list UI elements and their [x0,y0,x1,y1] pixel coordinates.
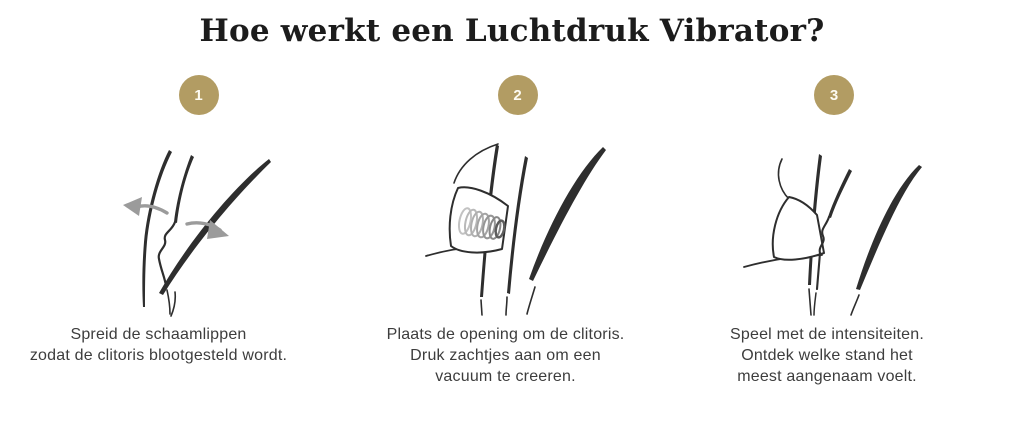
caption-line: zodat de clitoris blootgesteld wordt. [29,347,288,364]
step-2-number-badge: 2 [498,75,538,115]
spread-labia-arrows-illustration [99,137,299,317]
step-1-caption [30,324,287,366]
step-3-number-badge: 3 [814,75,854,115]
step-1 [0,75,341,387]
place-opening-on-clitoris-illustration [418,137,618,317]
caption-line: Ontdek welke stand het [741,347,913,364]
caption-line: Druk zachtjes aan om een [410,347,601,364]
step-2 [341,75,682,387]
caption-line: Speel met de intensiteiten. [730,326,924,343]
step-3 [682,75,1024,387]
step-2-caption [387,324,625,387]
steps-row [0,75,1024,387]
caption-line: Spreid de schaamlippen [70,326,247,343]
step-1-number-badge: 1 [179,75,219,115]
step-3-caption [730,324,924,387]
caption-line: Plaats de opening om de clitoris. [386,326,625,343]
caption-line: meest aangenaam voelt. [737,368,917,385]
page-title: Hoe werkt een Luchtdruk Vibrator? [199,13,825,49]
caption-line: vacuum te creeren. [435,368,576,385]
play-with-intensities-illustration [734,137,934,317]
